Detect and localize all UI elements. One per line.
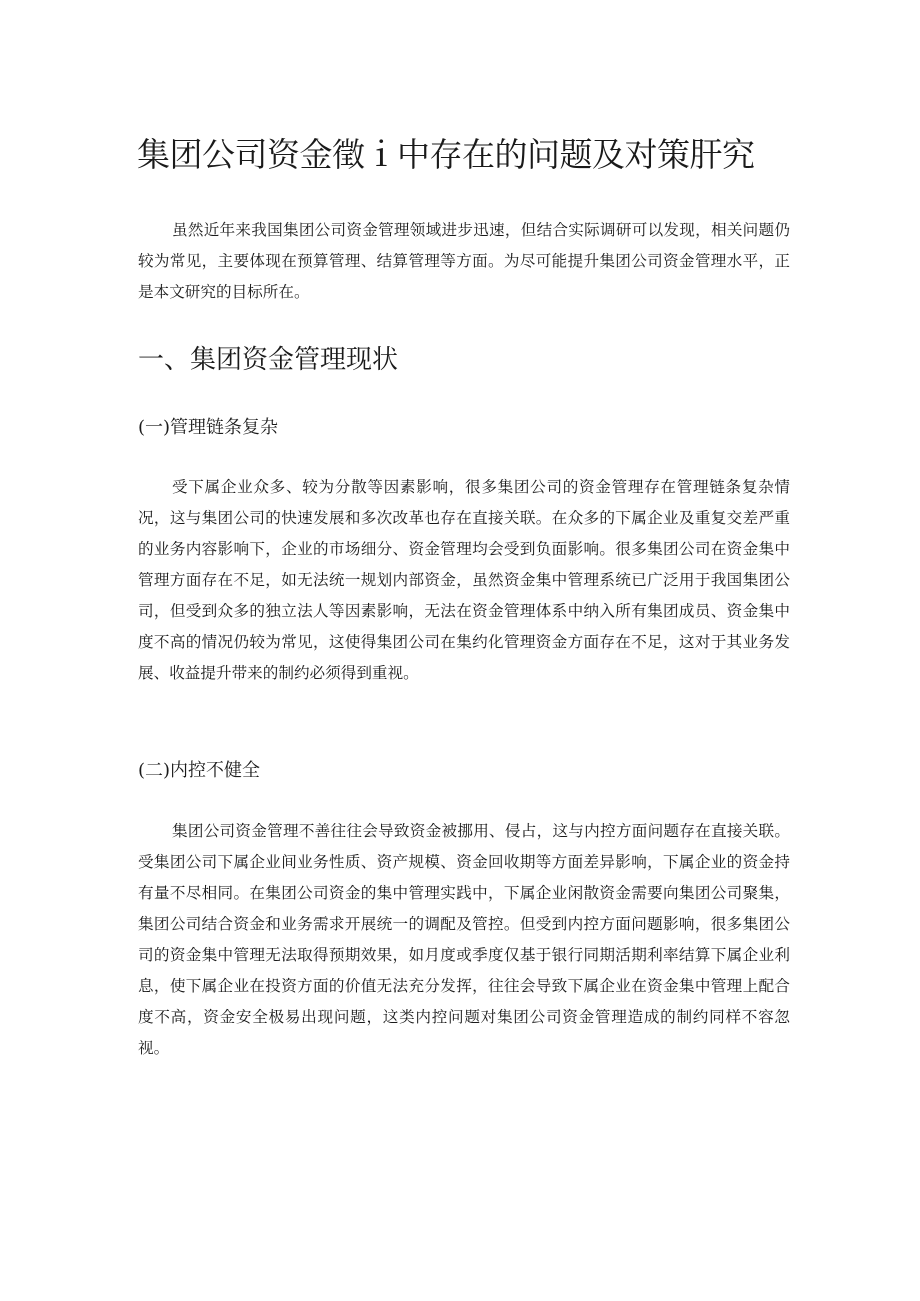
subsection-heading-2: (二)内控不健全 (138, 760, 261, 781)
subsection-body-2: 集团公司资金管理不善往往会导致资金被挪用、侵占，这与内控方面问题存在直接关联。受集团公司下属企业间业务性质、资产规模、资金回收期等方面差异影响，下属企业的资金持有量不尽相同。在集团公司资金的集中管理实践中，下属企业闲散资金需要向集团公司聚集，集团公司结合资金和业务需求开展统一的调配及管控。但受到内控方面问题影响，很多集团公司的资金集中管理无法取得预期效果，如月度或季度仅基于银行同期活期利率结算下属企业利息，使下属企业在投资方面的价值无法充分发挥，往往会导致下属企业在资金集中管理上配合度不高，资金安全极易出现问题，这类内控问题对集团公司资金管理造成的制约同样不容忽视。 (138, 822, 790, 1057)
subsection-body-1: 受下属企业众多、较为分散等因素影响，很多集团公司的资金管理存在管理链条复杂情况，这与集团公司的快速发展和多次改革也存在直接关联。在众多的下属企业及重复交差严重的业务内容影响下，企业的市场细分、资金管理均会受到负面影响。很多集团公司在资金集中管理方面存在不足，如无法统一规划内部资金，虽然资金集中管理系统已广泛用于我国集团公司，但受到众多的独立法人等因素影响，无法在资金管理体系中纳入所有集团成员、资金集中度不高的情况仍较为常见，这使得集团公司在集约化管理资金方面存在不足，这对于其业务发展、收益提升带来的制约必须得到重视。 (138, 478, 790, 682)
subsection-heading-1: (一)管理链条复杂 (138, 417, 279, 438)
intro-paragraph: 虽然近年来我国集团公司资金管理领域进步迅速，但结合实际调研可以发现，相关问题仍较为常见，主要体现在预算管理、结算管理等方面。为尽可能提升集团公司资金管理水平，正是本文研究的目标所在。 (138, 221, 790, 301)
document-title: 集团公司资金徵ｉ中存在的问题及对策肝究 (137, 135, 755, 174)
section-heading: 一、集团资金管理现状 (138, 345, 399, 375)
